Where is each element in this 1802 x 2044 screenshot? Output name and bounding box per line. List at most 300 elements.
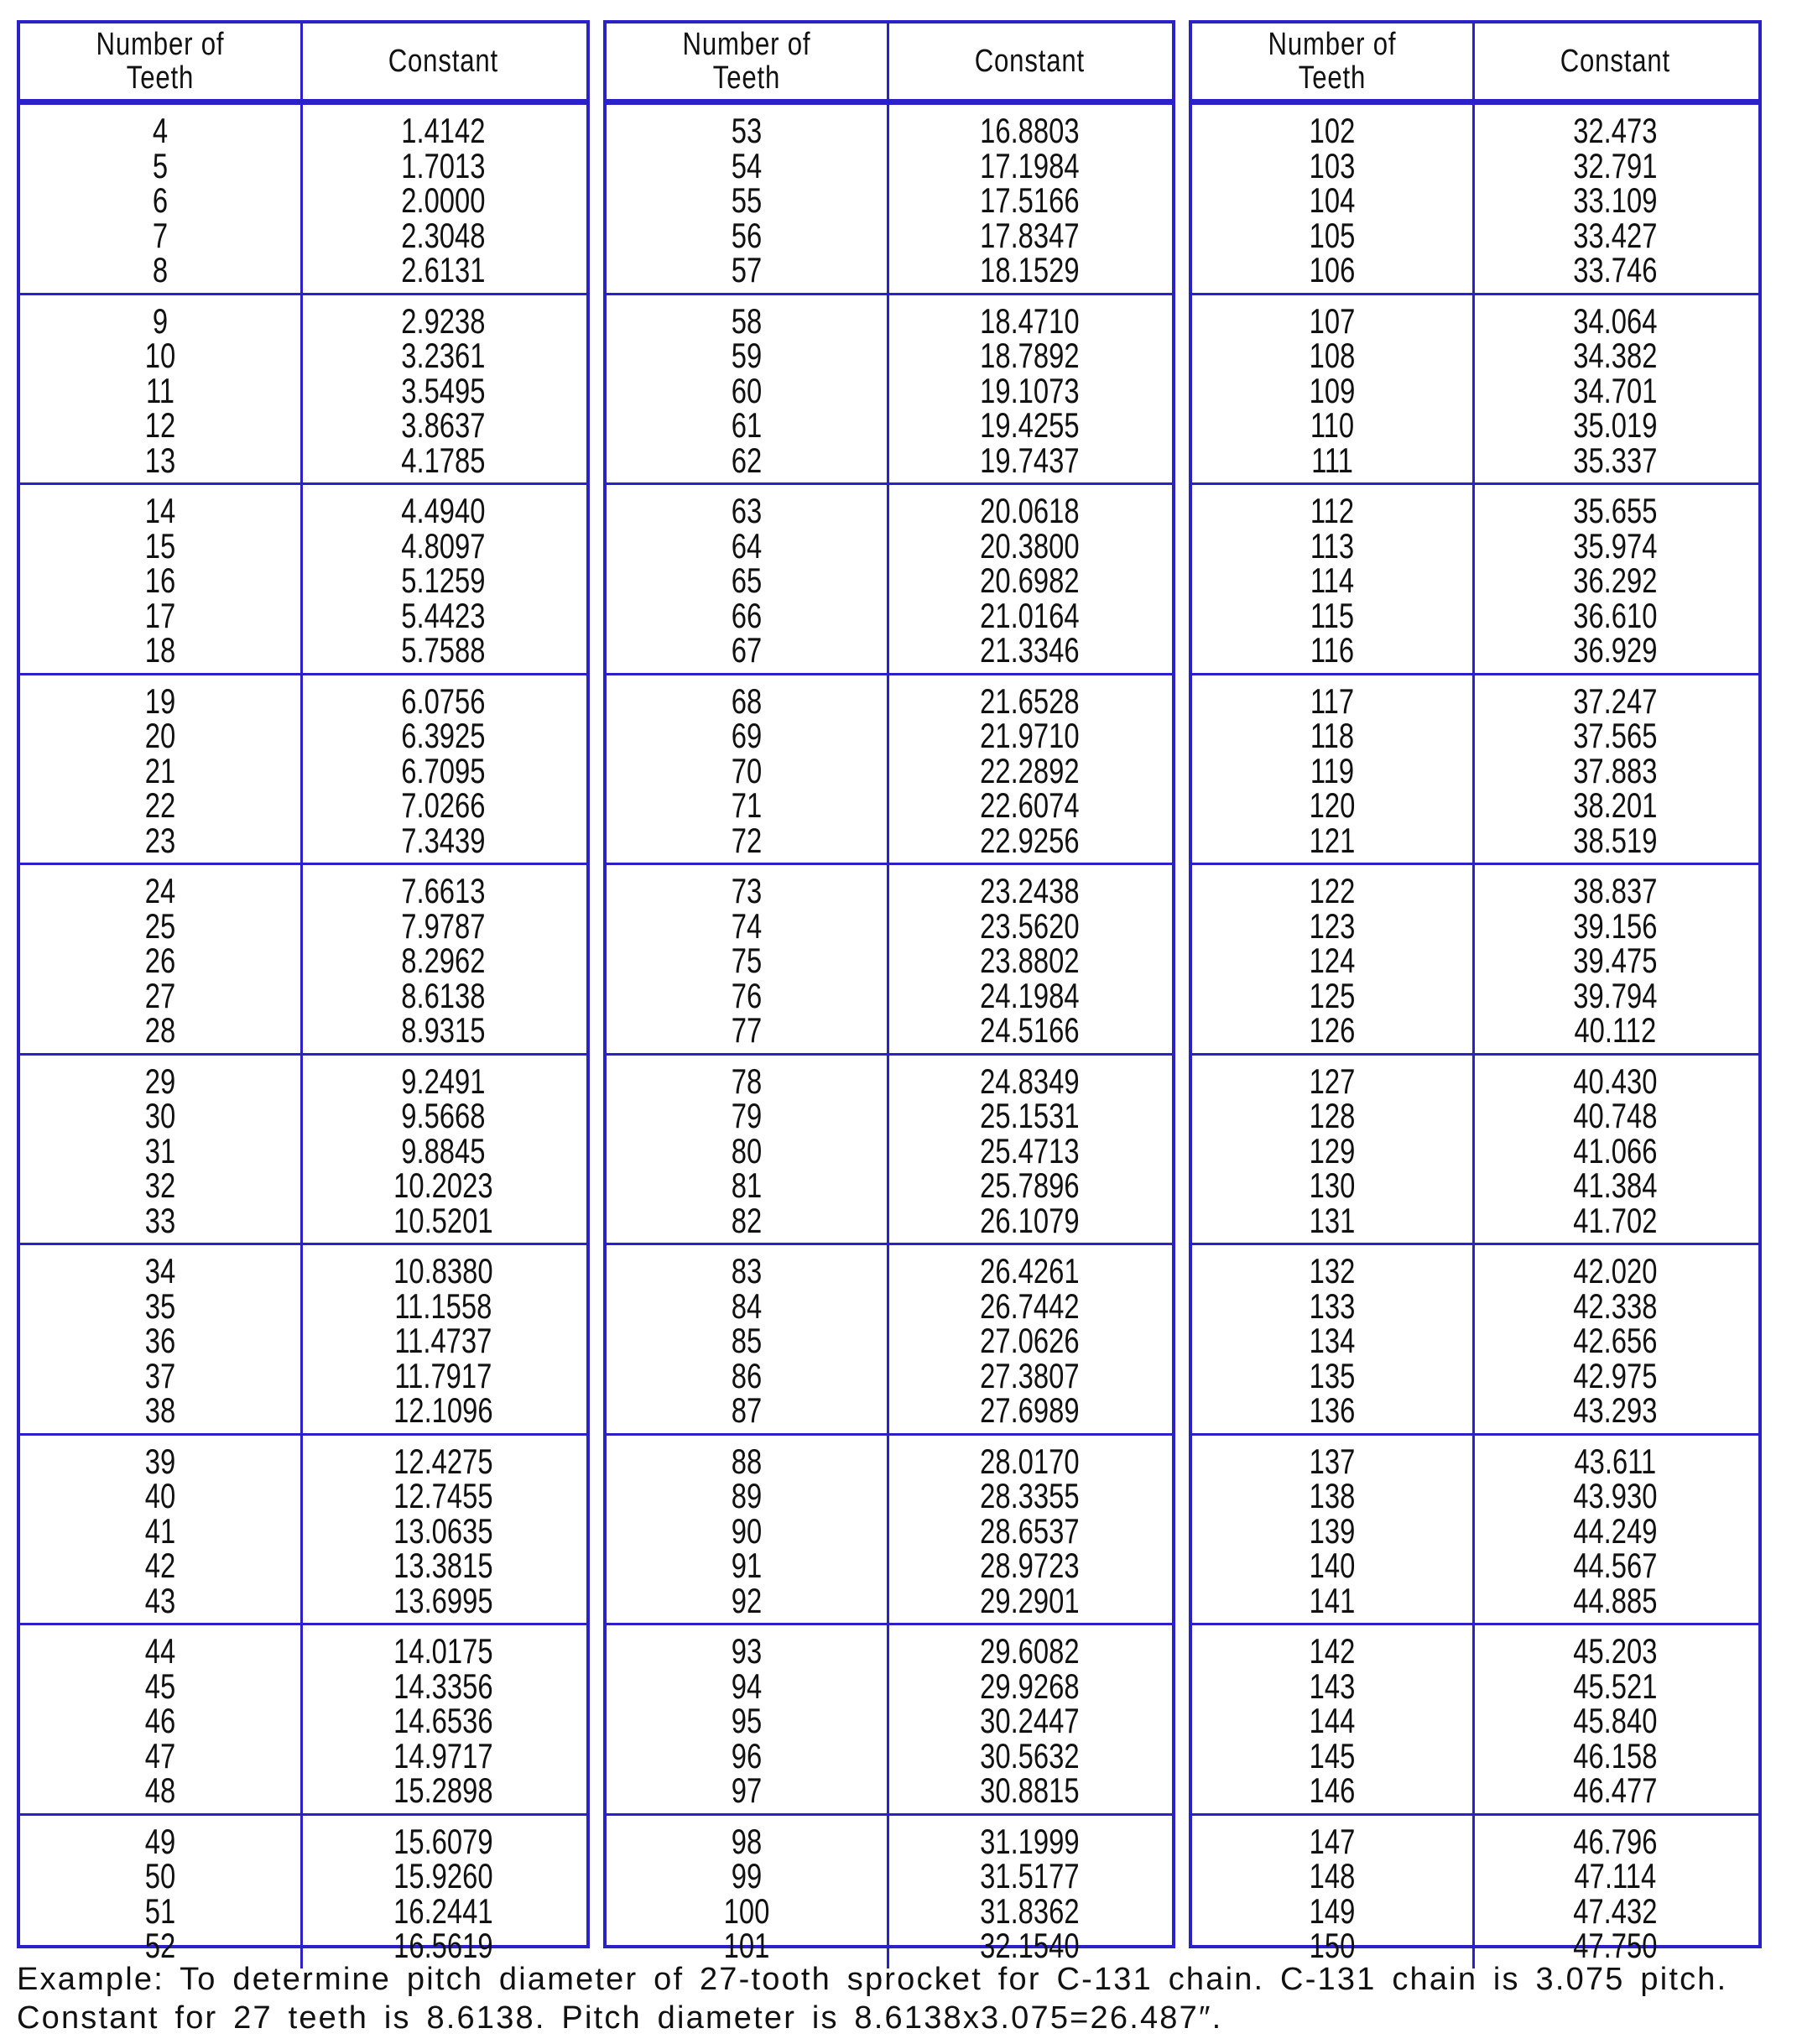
constant-cell: 3.2361 — [401, 336, 486, 376]
table-row — [607, 250, 1173, 290]
table-row — [20, 785, 586, 826]
constant-cell: 19.1073 — [979, 370, 1080, 410]
table-row — [607, 300, 1173, 341]
constant-cell: 36.292 — [1573, 561, 1658, 601]
constant-cell: 37.565 — [1573, 716, 1658, 756]
table-row — [1192, 873, 1758, 909]
teeth-cell: 101 — [723, 1926, 769, 1966]
teeth-cell: 11 — [145, 370, 174, 410]
teeth-cell: 57 — [731, 250, 762, 290]
table-header — [20, 23, 586, 102]
table-row — [607, 440, 1173, 480]
column-divider — [1472, 102, 1475, 1968]
constant-cell: 39.475 — [1573, 941, 1658, 981]
constant-cell: 46.477 — [1573, 1770, 1658, 1811]
constant-cell: 17.1984 — [979, 145, 1080, 185]
table-row — [1192, 1580, 1758, 1620]
constant-cell: 41.702 — [1573, 1200, 1658, 1240]
teeth-cell: 147 — [1309, 1821, 1356, 1861]
table-row — [20, 493, 586, 529]
table-row — [607, 941, 1173, 981]
teeth-cell: 83 — [731, 1251, 762, 1291]
constant-cell: 27.0626 — [979, 1321, 1080, 1361]
table-row — [1192, 1546, 1758, 1586]
table-row — [20, 1130, 586, 1171]
teeth-cell: 64 — [731, 525, 762, 566]
table-row — [607, 680, 1173, 721]
constant-column-header: Constant — [1560, 44, 1671, 79]
teeth-cell: 47 — [144, 1735, 176, 1775]
constant-cell: 29.2901 — [979, 1580, 1080, 1620]
table-row — [1192, 1130, 1758, 1171]
teeth-cell: 29 — [144, 1061, 176, 1101]
teeth-cell: 48 — [144, 1770, 176, 1811]
constant-cell: 36.610 — [1573, 595, 1658, 635]
table-row — [20, 1010, 586, 1051]
table-row — [20, 1251, 586, 1291]
table-row — [607, 1285, 1173, 1326]
teeth-cell: 96 — [731, 1735, 762, 1775]
constant-cell: 33.109 — [1573, 180, 1658, 221]
row-group — [607, 1623, 1173, 1813]
table-panel-1 — [17, 20, 590, 1966]
constant-cell: 45.521 — [1573, 1666, 1658, 1706]
constant-cell: 40.112 — [1574, 1010, 1657, 1051]
row-group — [607, 1433, 1173, 1624]
table-row — [607, 113, 1173, 149]
table-row — [20, 1510, 586, 1551]
teeth-cell: 80 — [731, 1130, 762, 1171]
row-group — [20, 482, 586, 673]
constant-cell: 22.2892 — [979, 750, 1080, 790]
table-row — [607, 1580, 1173, 1620]
constant-cell: 25.7896 — [979, 1165, 1080, 1206]
constant-cell: 20.0618 — [979, 491, 1080, 531]
constant-cell: 38.519 — [1573, 820, 1658, 860]
row-group — [1192, 482, 1758, 673]
constant-cell: 12.1096 — [393, 1390, 493, 1431]
teeth-cell: 112 — [1310, 491, 1355, 531]
table-row — [1192, 113, 1758, 149]
constant-cell: 25.1531 — [979, 1096, 1080, 1136]
constant-cell: 20.6982 — [979, 561, 1080, 601]
teeth-column-header — [45, 23, 275, 99]
teeth-cell: 7 — [152, 215, 169, 255]
teeth-cell: 143 — [1309, 1666, 1356, 1706]
teeth-cell: 75 — [731, 941, 762, 981]
constant-cell: 3.5495 — [401, 370, 486, 410]
table-row — [607, 1251, 1173, 1291]
teeth-cell: 49 — [144, 1821, 176, 1861]
teeth-cell: 95 — [731, 1701, 762, 1741]
constant-cell: 47.750 — [1573, 1926, 1658, 1966]
teeth-cell: 13 — [144, 440, 176, 480]
constant-cell: 4.1785 — [401, 440, 486, 480]
constant-cell: 2.0000 — [401, 180, 486, 221]
table-row — [20, 1856, 586, 1896]
teeth-cell: 35 — [144, 1285, 176, 1326]
teeth-cell: 34 — [144, 1251, 176, 1291]
constant-cell: 22.6074 — [979, 785, 1080, 826]
table-header — [607, 23, 1173, 102]
table-row — [1192, 1441, 1758, 1481]
constant-cell: 6.7095 — [401, 750, 486, 790]
table-row — [20, 630, 586, 670]
constant-cell: 28.0170 — [979, 1441, 1080, 1481]
constant-cell: 19.4255 — [979, 405, 1080, 446]
constant-cell: 5.1259 — [401, 561, 486, 601]
table-body — [607, 102, 1173, 1968]
teeth-cell: 141 — [1309, 1580, 1356, 1620]
table-row — [1192, 595, 1758, 635]
table-row — [1192, 716, 1758, 756]
constant-cell: 9.5668 — [401, 1096, 486, 1136]
teeth-cell: 60 — [731, 370, 762, 410]
table-row — [20, 1890, 586, 1931]
teeth-cell: 37 — [144, 1355, 176, 1395]
row-group — [1192, 673, 1758, 863]
teeth-cell: 25 — [144, 905, 176, 946]
table-row — [1192, 1355, 1758, 1395]
constant-cell: 22.9256 — [979, 820, 1080, 860]
teeth-cell: 114 — [1310, 561, 1355, 601]
row-group — [20, 1813, 586, 1968]
constant-cell: 11.1558 — [394, 1285, 492, 1326]
teeth-cell: 71 — [731, 785, 762, 826]
table-row — [20, 680, 586, 721]
teeth-cell: 36 — [144, 1321, 176, 1361]
constant-cell: 14.6536 — [393, 1701, 493, 1741]
teeth-cell: 45 — [144, 1666, 176, 1706]
example-footnote — [17, 1960, 1787, 2037]
teeth-cell: 31 — [144, 1130, 176, 1171]
table-row — [1192, 250, 1758, 290]
constant-cell: 23.2438 — [979, 871, 1080, 911]
table-row — [1192, 1390, 1758, 1431]
constant-cell: 16.8803 — [979, 111, 1080, 151]
teeth-cell: 149 — [1309, 1890, 1356, 1931]
column-divider — [300, 102, 303, 1968]
constant-cell: 37.247 — [1573, 680, 1658, 721]
teeth-cell: 93 — [731, 1631, 762, 1671]
constant-cell: 14.3356 — [393, 1666, 493, 1706]
table-row — [1192, 1478, 1758, 1514]
teeth-header-line-1: Number of — [682, 27, 811, 62]
constant-cell: 45.840 — [1573, 1701, 1658, 1741]
teeth-cell: 109 — [1309, 370, 1356, 410]
constant-cell: 34.701 — [1573, 370, 1658, 410]
teeth-cell: 52 — [144, 1926, 176, 1966]
constant-cell: 39.156 — [1573, 905, 1658, 946]
teeth-header-line-2: Teeth — [712, 60, 780, 96]
teeth-cell: 21 — [144, 750, 176, 790]
table-row — [1192, 1821, 1758, 1861]
constant-cell: 16.2441 — [393, 1890, 493, 1931]
table-row — [20, 1355, 586, 1395]
table-row — [607, 905, 1173, 946]
table-row — [20, 145, 586, 185]
teeth-cell: 8 — [152, 250, 169, 290]
constant-cell: 10.2023 — [393, 1165, 493, 1206]
constant-cell: 21.3346 — [979, 630, 1080, 670]
teeth-cell: 92 — [731, 1580, 762, 1620]
constant-cell: 10.5201 — [393, 1200, 493, 1240]
teeth-cell: 106 — [1309, 250, 1356, 290]
teeth-cell: 23 — [144, 820, 176, 860]
table-row — [607, 716, 1173, 756]
table-row — [20, 873, 586, 909]
table-row — [607, 1165, 1173, 1206]
table-row — [20, 336, 586, 376]
row-group — [20, 1433, 586, 1624]
teeth-cell: 138 — [1309, 1476, 1356, 1516]
teeth-cell: 59 — [731, 336, 762, 376]
teeth-cell: 142 — [1309, 1631, 1356, 1671]
constant-cell: 44.249 — [1573, 1510, 1658, 1551]
constant-cell: 36.929 — [1573, 630, 1658, 670]
table-row — [607, 145, 1173, 185]
table-row — [20, 525, 586, 566]
table-row — [607, 405, 1173, 446]
table-row — [607, 750, 1173, 790]
table-row — [1192, 180, 1758, 221]
constant-column-header: Constant — [388, 44, 498, 79]
constant-cell: 2.3048 — [401, 215, 486, 255]
constant-cell: 42.975 — [1573, 1355, 1658, 1395]
table-row — [1192, 1251, 1758, 1291]
teeth-cell: 51 — [144, 1890, 176, 1931]
constant-cell: 17.5166 — [979, 180, 1080, 221]
table-row — [1192, 1510, 1758, 1551]
constant-cell: 31.8362 — [979, 1890, 1080, 1931]
teeth-cell: 67 — [731, 630, 762, 670]
constant-cell: 8.6138 — [401, 975, 486, 1015]
teeth-cell: 18 — [144, 630, 176, 670]
teeth-cell: 26 — [144, 941, 176, 981]
table-row — [20, 1061, 586, 1101]
constant-cell: 3.8637 — [401, 405, 486, 446]
teeth-cell: 79 — [731, 1096, 762, 1136]
row-group — [1192, 102, 1758, 293]
teeth-cell: 33 — [144, 1200, 176, 1240]
table-row — [1192, 561, 1758, 601]
table-row — [1192, 440, 1758, 480]
table-header — [1192, 23, 1758, 102]
teeth-cell: 129 — [1309, 1130, 1356, 1171]
constant-cell: 12.4275 — [393, 1441, 493, 1481]
table-row — [20, 1703, 586, 1739]
teeth-cell: 135 — [1309, 1355, 1356, 1395]
teeth-cell: 104 — [1309, 180, 1356, 221]
table-row — [20, 405, 586, 446]
table-row — [20, 1321, 586, 1361]
table-row — [607, 1130, 1173, 1171]
table-row — [1192, 145, 1758, 185]
constant-cell: 46.796 — [1573, 1821, 1658, 1861]
table-row — [607, 785, 1173, 826]
table-row — [607, 630, 1173, 670]
teeth-cell: 16 — [144, 561, 176, 601]
constant-cell: 30.5632 — [979, 1735, 1080, 1775]
table-row — [1192, 785, 1758, 826]
teeth-cell: 144 — [1309, 1701, 1356, 1741]
constant-cell: 38.837 — [1573, 871, 1658, 911]
table-row — [607, 1010, 1173, 1051]
table-row — [1192, 1321, 1758, 1361]
teeth-cell: 9 — [152, 300, 169, 341]
teeth-cell: 24 — [144, 871, 176, 911]
teeth-cell: 14 — [144, 491, 176, 531]
constant-cell: 24.8349 — [979, 1061, 1080, 1101]
constant-cell: 34.064 — [1573, 300, 1658, 341]
teeth-cell: 68 — [731, 680, 762, 721]
table-row — [20, 113, 586, 149]
teeth-cell: 81 — [731, 1165, 762, 1206]
constant-cell: 34.382 — [1573, 336, 1658, 376]
teeth-header-line-2: Teeth — [1299, 60, 1367, 96]
teeth-cell: 74 — [731, 905, 762, 946]
teeth-cell: 100 — [723, 1890, 769, 1931]
table-row — [1192, 1890, 1758, 1931]
table-row — [607, 525, 1173, 566]
teeth-cell: 42 — [144, 1546, 176, 1586]
table-row — [607, 1478, 1173, 1514]
teeth-cell: 65 — [731, 561, 762, 601]
table-row — [1192, 215, 1758, 255]
table-row — [20, 300, 586, 341]
teeth-cell: 58 — [731, 300, 762, 341]
teeth-cell: 97 — [731, 1770, 762, 1811]
teeth-cell: 126 — [1309, 1010, 1356, 1051]
teeth-cell: 103 — [1309, 145, 1356, 185]
teeth-cell: 127 — [1309, 1061, 1356, 1101]
constant-cell: 19.7437 — [979, 440, 1080, 480]
constant-cell: 2.9238 — [401, 300, 486, 341]
constant-cell: 24.1984 — [979, 975, 1080, 1015]
table-row — [607, 215, 1173, 255]
constant-cell: 21.9710 — [979, 716, 1080, 756]
teeth-cell: 118 — [1310, 716, 1355, 756]
teeth-cell: 89 — [731, 1476, 762, 1516]
header-column-divider — [300, 23, 303, 102]
constant-cell: 42.020 — [1573, 1251, 1658, 1291]
constant-cell: 30.8815 — [979, 1770, 1080, 1811]
constant-cell: 35.019 — [1573, 405, 1658, 446]
constant-cell: 14.9717 — [393, 1735, 493, 1775]
constant-cell: 11.4737 — [394, 1321, 492, 1361]
teeth-cell: 128 — [1309, 1096, 1356, 1136]
table-row — [1192, 680, 1758, 721]
table-row — [607, 1631, 1173, 1671]
constant-cell: 35.655 — [1573, 491, 1658, 531]
teeth-cell: 54 — [731, 145, 762, 185]
constant-cell: 23.8802 — [979, 941, 1080, 981]
table-row — [20, 440, 586, 480]
constant-cell: 15.6079 — [393, 1821, 493, 1861]
teeth-cell: 150 — [1309, 1926, 1356, 1966]
row-group — [607, 673, 1173, 863]
constant-cell: 47.114 — [1574, 1856, 1657, 1896]
constant-cell: 44.885 — [1573, 1580, 1658, 1620]
table-row — [20, 1200, 586, 1240]
row-group — [20, 102, 586, 293]
teeth-cell: 41 — [144, 1510, 176, 1551]
table-row — [1192, 1631, 1758, 1671]
teeth-cell: 145 — [1309, 1735, 1356, 1775]
table-row — [607, 1770, 1173, 1811]
row-group — [20, 863, 586, 1053]
constant-cell: 26.7442 — [979, 1285, 1080, 1326]
row-group — [1192, 1433, 1758, 1624]
row-group — [607, 293, 1173, 483]
constant-cell: 40.430 — [1573, 1061, 1658, 1101]
teeth-cell: 99 — [731, 1856, 762, 1896]
table-row — [607, 493, 1173, 529]
teeth-cell: 146 — [1309, 1770, 1356, 1811]
constant-cell: 32.791 — [1573, 145, 1658, 185]
row-group — [20, 1243, 586, 1433]
constant-cell: 9.2491 — [401, 1061, 486, 1101]
constant-cell: 2.6131 — [401, 250, 486, 290]
constant-cell: 18.4710 — [979, 300, 1080, 341]
teeth-cell: 66 — [731, 595, 762, 635]
teeth-cell: 53 — [731, 111, 762, 151]
constant-cell: 17.8347 — [979, 215, 1080, 255]
constant-cell: 8.2962 — [401, 941, 486, 981]
teeth-cell: 62 — [731, 440, 762, 480]
teeth-cell: 17 — [144, 595, 176, 635]
table-row — [607, 1703, 1173, 1739]
constant-cell: 11.7917 — [394, 1355, 492, 1395]
row-group — [1192, 1813, 1758, 1968]
constant-cell: 7.9787 — [401, 905, 486, 946]
table-row — [20, 1285, 586, 1326]
row-group — [607, 1243, 1173, 1433]
teeth-cell: 43 — [144, 1580, 176, 1620]
teeth-cell: 91 — [731, 1546, 762, 1586]
header-column-divider — [1472, 23, 1475, 102]
constant-cell: 13.6995 — [393, 1580, 493, 1620]
table-row — [607, 975, 1173, 1015]
table-panel-2 — [603, 20, 1176, 1966]
constant-cell: 35.974 — [1573, 525, 1658, 566]
table-row — [20, 1666, 586, 1706]
constant-cell: 28.9723 — [979, 1546, 1080, 1586]
table-row — [1192, 370, 1758, 410]
table-row — [20, 1441, 586, 1481]
table-row — [1192, 405, 1758, 446]
teeth-cell: 123 — [1309, 905, 1356, 946]
table-row — [607, 180, 1173, 221]
constant-cell: 1.4142 — [401, 111, 486, 151]
constant-cell: 13.3815 — [393, 1546, 493, 1586]
table-row — [20, 941, 586, 981]
teeth-column-header — [1217, 23, 1447, 99]
table-row — [1192, 630, 1758, 670]
constant-cell: 21.6528 — [979, 680, 1080, 721]
teeth-cell: 136 — [1309, 1390, 1356, 1431]
constant-cell: 33.746 — [1573, 250, 1658, 290]
constant-cell: 28.6537 — [979, 1510, 1080, 1551]
table-row — [1192, 750, 1758, 790]
table-row — [1192, 905, 1758, 946]
constant-cell: 7.0266 — [401, 785, 486, 826]
constant-cell: 18.1529 — [979, 250, 1080, 290]
row-group — [20, 673, 586, 863]
row-group — [607, 863, 1173, 1053]
table-row — [1192, 336, 1758, 376]
table-row — [1192, 493, 1758, 529]
